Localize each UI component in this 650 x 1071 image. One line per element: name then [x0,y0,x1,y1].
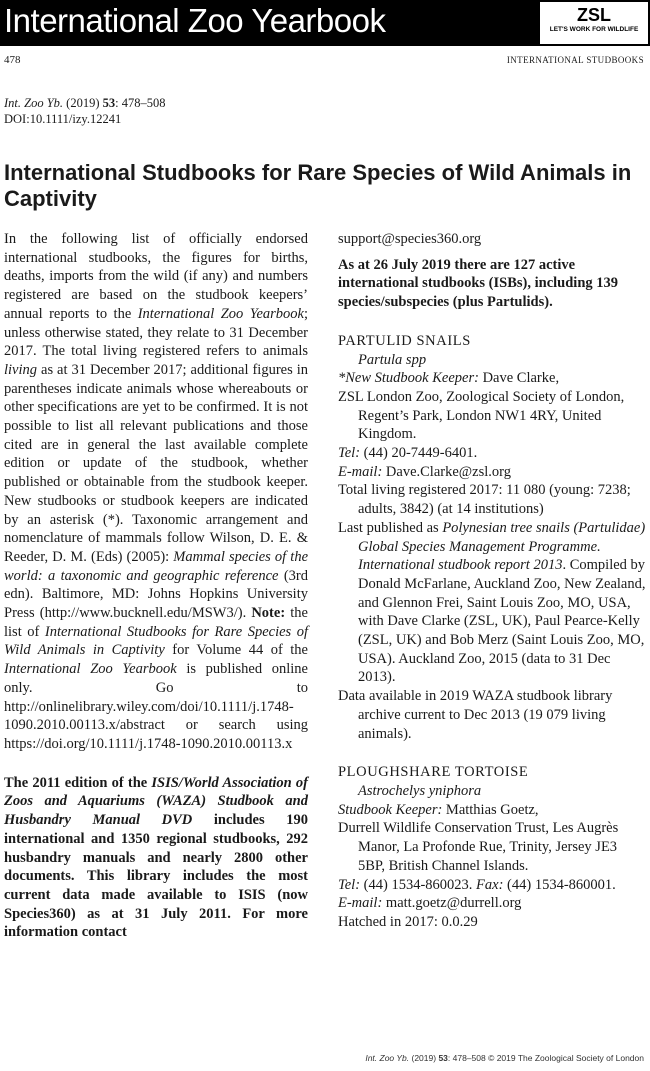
footer-volume: 53 [438,1053,448,1063]
keeper-name: Dave Clarke, [478,370,560,387]
intro-text-1: In the following list of officially endorsed international studbooks, the figures for births, deaths, imports from the wild (if any) and numbers registered are based on the studbook keepers’ annual reports to the [4,231,308,322]
page-footer [365,1053,644,1063]
active-studbooks-note: As at 26 July 2019 there are 127 active international studbooks (ISBs), including 139 species/subspecies (plus Partulids). [338,256,619,311]
email-value: matt.goetz@durrell.org [382,895,522,912]
studbook-keeper [338,369,646,388]
isis-italic: ISIS/World Association of Zoos and Aquariums (WAZA) Studbook and Husbandry Manual DVD [4,774,308,829]
pub-text-2: . Compiled by Donald McFarlane, Auckland Zoo, New Zealand, and Glennon Frei, Saint Louis Zoo, MO, USA, with Dave Clarke (ZSL, UK), Paul Pearce-Kelly (ZSL, UK) and Bob Merz (Saint Louis Zoo, MO, USA). Auckland Zoo, 2015 (data to 31 Dec 2013). [358,557,646,686]
fax-label: Fax: [476,876,504,893]
pub-text-1: Last published as [338,519,443,536]
pub-title: Polynesian tree snails (Partulidae) Global Species Management Programme. International studbook report 2013 [358,519,646,574]
intro-text-2: ; unless otherwise stated, they relate to 31 December 2017. The total living registered refers to animals [4,305,308,360]
article-title: International Studbooks for Rare Species of Wild Animals in Captivity [4,160,632,211]
keeper-name: Matthias Goetz, [442,801,539,818]
zsl-logo-box [538,0,650,46]
tel-value: (44) 20-7449-6401. [360,445,478,462]
section-heading: PLOUGHSHARE TORTOISE [338,764,529,781]
studbook-keeper [338,801,646,820]
tel-label: Tel: [338,876,361,893]
doi: DOI:10.1111/izy.12241 [4,112,122,126]
journal-title: International Zoo Yearbook [4,2,386,39]
isis-contact-email: support@species360.org [338,231,482,247]
intro-paragraph [4,230,308,754]
last-published [338,519,646,687]
footer-journal: Int. Zoo Yb. [365,1053,410,1063]
keeper-email [338,463,646,482]
species-name: Astrochelys yniphora [358,782,482,799]
isis-text-2: includes 190 international and 1350 regional studbooks, 292 husbandry manuals and nearly 2800 other documents. This library includes the most current data made available to ISIS (now Species360) as at 31 July 2011. For more information contact [4,812,308,941]
citation-journal: Int. Zoo Yb. [4,96,64,110]
intro-italic-1: International Zoo Yearbook [137,305,304,322]
isis-text-1: The 2011 edition of the [4,774,152,791]
email-label: E-mail: [338,895,383,912]
intro-text-7: is published online only. Go to http://onlinelibrary.wiley.com/doi/10.1111/j.1748-1090.2010.00113.x/abstract or search using https://doi.org/10.1111/j.1748-1090.2010.00113.x [4,661,308,752]
intro-note-label: Note: [251,605,286,622]
keeper-tel [338,876,646,895]
intro-italic-6: International Zoo Yearbook [4,661,177,678]
total-living: Total living registered 2017: 11 080 (young: 7238; adults, 3842) (at 14 institutions) [338,482,631,518]
intro-italic-5: International Studbooks for Rare Species of Wild Animals in Captivity [4,623,308,659]
isis-contact-line [338,230,646,249]
species-name: Partula spp [358,351,427,368]
intro-italic-3: Mammal species of the world: a taxonomic and geographic reference [4,548,308,584]
intro-italic-2: living [4,361,38,378]
zsl-logo: ZSL [577,5,611,25]
email-value: Dave.Clarke@zsl.org [382,463,511,480]
keeper-address: Durrell Wildlife Conservation Trust, Les Augrès Manor, La Profonde Rue, Trinity, Jersey JE3 5BP, British Channel Islands. [338,820,619,874]
footer-year: (2019) [409,1053,439,1063]
intro-text-6: for Volume 44 of the [164,642,308,659]
email-label: E-mail: [338,463,383,480]
left-column [4,230,308,942]
hatched-count: Hatched in 2017: 0.0.29 [338,913,478,930]
section-heading: PARTULID SNAILS [338,332,471,349]
keeper-email [338,894,646,913]
intro-text-5: the list of [4,605,308,640]
keeper-label: Studbook Keeper: [338,801,443,818]
right-column [338,230,646,932]
keeper-tel [338,444,646,463]
running-head: INTERNATIONAL STUDBOOKS [506,55,644,65]
intro-text-4: (3rd edn). Baltimore, MD: Johns Hopkins University Press (http://www.bucknell.edu/MSW3/). [4,567,308,622]
citation [4,94,165,112]
keeper-address: ZSL London Zoo, Zoological Society of London, Regent’s Park, London NW1 4RY, United Kingdom. [338,388,625,443]
citation-year: (2019) [63,96,103,110]
page-number: 478 [4,54,21,66]
waza-archive: Data available in 2019 WAZA studbook library archive current to Dec 2013 (19 079 living animals). [338,688,613,742]
citation-volume: 53 [102,96,116,110]
footer-rest: : 478–508 © 2019 The Zoological Society of London [447,1053,644,1063]
tel-label: Tel: [338,445,361,462]
tel-value: (44) 1534-860023. [360,876,477,893]
keeper-label: *New Studbook Keeper: [338,370,479,387]
journal-banner [0,0,650,46]
fax-value: (44) 1534-860001. [503,876,616,893]
intro-text-3: as at 31 December 2017; additional figures in parentheses indicate animals whose whereabouts or other specifications are yet to be confirmed. It is not possible to list all relevant publications and those cited are in general the last available complete edition or update of the studbook, whether published or obtainable from the studbook keeper. New studbooks or studbook keepers are indicated by an asterisk (*). Taxonomic arrangement and nomenclature of mammals follow Wilson, D. E. & Reeder, D. M. (Eds) (2005): [4,361,308,565]
zsl-logo-tagline: LET'S WORK FOR WILDLIFE [549,26,639,33]
isis-note-paragraph [4,774,308,942]
citation-pages: : 478–508 [115,96,166,110]
